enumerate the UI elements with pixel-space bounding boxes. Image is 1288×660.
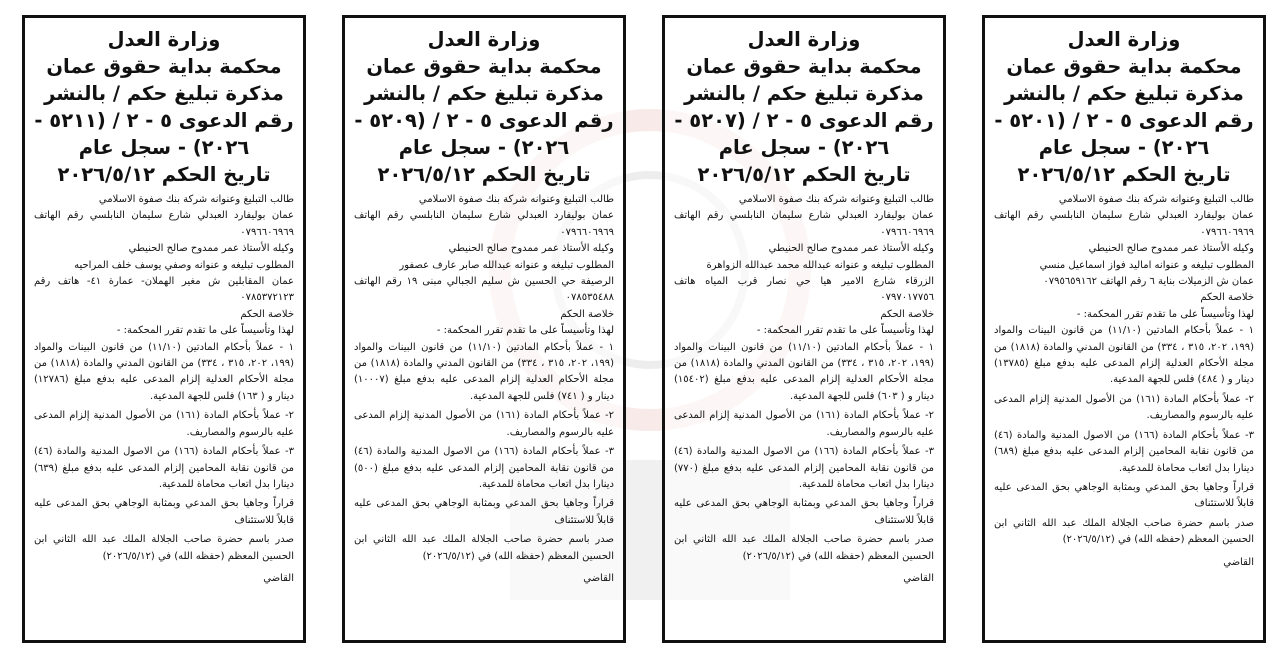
amount-1: (١٣٧٨٥)	[994, 358, 1029, 370]
ruling-intro: لهذا وتأسيساً على ما تقدم تقرر المحكمة: -	[116, 325, 294, 337]
verdict: قراراً وجاهيا بحق المدعي وبمثابة الوجاهي بحق المدعى عليه قابلاً للاستئناف	[354, 498, 614, 526]
attorney: وكيله الأستاذ عمر ممدوح صالح الحنيطي	[768, 243, 934, 255]
issued-statement: صدر باسم حضرة صاحب الجلالة الملك عبد الله الثاني ابن الحسين المعظم (حفظه الله) في (٢٠٢٦/٥/١٢)	[994, 517, 1254, 546]
item3-text: ٣- عملاً بأحكام المادة (١٦٦) من الاصول المدنية والمادة (٤٦) من قانون نقابة المحامين إلزام المدعى عليه بدفع مبلغ	[354, 446, 615, 474]
item1-text: ١ - عملاً بأحكام المادتين (١١/١٠) من قانون البينات والمواد (١٩٩، ٢٠٢، ٣١٥ ، ٣٣٤) من القانون المدني والمادة (١٨١٨) من مجلة الأحكام العدلية إلزام المدعى عليه بدفع مبلغ	[674, 341, 935, 386]
ruling-item-1	[354, 340, 614, 406]
notice-card	[22, 15, 306, 643]
requester: طالب التبليغ وعنوانه شركة بنك صفوة الاسلامي	[1058, 194, 1254, 205]
defendant-address: الرصيفة حي الحسين ش سليم الجبالي مبنى ١٩ رقم الهاتف ٠٧٨٥٣٥٤٨٨	[354, 276, 614, 304]
notice-card	[342, 15, 626, 643]
notice-body	[34, 192, 294, 587]
item1-end: فلس للجهة المدعية.	[149, 390, 235, 402]
requester: طالب التبليغ وعنوانه شركة بنك صفوة الاسلامي	[418, 194, 614, 205]
dinar-label: دينار و	[1227, 374, 1254, 386]
item1-text: ١ - عملاً بأحكام المادتين (١١/١٠) من قانون البينات والمواد (١٩٩، ٢٠٢، ٣١٥ ، ٣٣٤) من القانون المدني والمادة (١٨١٨) من مجلة الأحكام العدلية إلزام المدعى عليه بدفع مبلغ	[34, 341, 295, 386]
amount-1: (١٠٠٠٧)	[354, 374, 389, 386]
ruling-item-3	[994, 428, 1254, 477]
ministry-title: وزارة العدل	[1067, 28, 1181, 51]
judge-signature: القاضي	[263, 572, 294, 584]
judge-signature: القاضي	[903, 572, 934, 584]
requester-address: عمان بوليفارد العبدلي شارع سليمان النابلسي رقم الهاتف ٠٧٩٦٦٠٦٩٦٩	[34, 210, 294, 238]
defendant: المطلوب تبليغه و عنوانه وصفي يوسف خلف المراحيه	[74, 259, 294, 271]
ruling-intro: لهذا وتأسيساً على ما تقدم تقرر المحكمة: -	[436, 325, 614, 337]
summary-title: خلاصة الحكم	[880, 308, 934, 320]
ruling-item-2: ٢- عملاً بأحكام المادة (١٦١) من الأصول المدنية إلزام المدعى عليه بالرسوم والمصاريف.	[674, 410, 935, 438]
issued-statement: صدر باسم حضرة صاحب الجلالة الملك عبد الله الثاني ابن الحسين المعظم (حفظه الله) في (٢٠٢٦/٥/١٢)	[34, 534, 294, 562]
case-year: ٢٠٢٦) - سجل عام	[1038, 136, 1210, 159]
fils-amount: ( ٦٠٣)	[877, 390, 905, 402]
memo-type: مذكرة تبليغ حكم / بالنشر	[1004, 82, 1244, 105]
ruling-item-1	[674, 340, 934, 406]
amount-3: (٦٨٩)	[994, 446, 1018, 458]
item1-text: ١ - عملاً بأحكام المادتين (١١/١٠) من قانون البينات والمواد (١٩٩، ٢٠٢، ٣١٥ ، ٣٣٤) من القانون المدني والمادة (١٨١٨) من مجلة الأحكام العدلية إلزام المدعى عليه بدفع مبلغ	[354, 341, 615, 386]
dinar-label: دينار و	[267, 390, 294, 402]
summary-title: خلاصة الحكم	[1200, 292, 1254, 304]
defendant: المطلوب تبليغه و عنوانه عبدالله صابر عارف عصفور	[399, 259, 614, 271]
summary-title: خلاصة الحكم	[240, 308, 294, 320]
amount-1: (١٥٤٠٢)	[674, 374, 709, 386]
verdict: قراراً وجاهيا بحق المدعي وبمثابة الوجاهي بحق المدعى عليه قابلاً للاستئناف	[674, 498, 934, 526]
dinar-label: دينار و	[907, 390, 934, 402]
ministry-title: وزارة العدل	[427, 28, 541, 51]
requester-address: عمان بوليفارد العبدلي شارع سليمان النابلسي رقم الهاتف ٠٧٩٦٦٠٦٩٦٩	[674, 210, 934, 238]
court-title: محكمة بداية حقوق عمان	[686, 55, 922, 78]
memo-type: مذكرة تبليغ حكم / بالنشر	[44, 82, 284, 105]
notice-body	[354, 192, 614, 587]
amount-1: (١٢٧٨٦)	[34, 374, 69, 386]
attorney: وكيله الأستاذ عمر ممدوح صالح الحنيطي	[128, 243, 294, 255]
defendant-address: عمان المقابلين ش مغير الهملان- عمارة ٤١- هاتف رقم ٠٧٨٥٣٧٢١٢٣	[34, 276, 294, 304]
court-title: محكمة بداية حقوق عمان	[1006, 55, 1242, 78]
memo-type: مذكرة تبليغ حكم / بالنشر	[684, 82, 924, 105]
attorney: وكيله الأستاذ عمر ممدوح صالح الحنيطي	[448, 243, 614, 255]
amount-3: (٦٣٩)	[34, 462, 58, 474]
fils-amount: ( ٧٤١)	[557, 390, 585, 402]
judgment-date: تاريخ الحكم ٢٠٢٦/٥/١٢	[1017, 163, 1231, 186]
notice-body	[674, 192, 934, 587]
item3-end: دينارا بدل اتعاب محاماة للمدعية.	[1118, 462, 1254, 474]
item1-end: فلس للجهة المدعية.	[789, 390, 875, 402]
ruling-item-1	[994, 323, 1254, 389]
ruling-item-2: ٢- عملاً بأحكام المادة (١٦١) من الأصول المدنية إلزام المدعى عليه بالرسوم والمصاريف.	[34, 410, 295, 438]
amount-3: (٧٧٠)	[674, 462, 698, 474]
judgment-date: تاريخ الحكم ٢٠٢٦/٥/١٢	[57, 163, 271, 186]
case-number: رقم الدعوى ٥ - ٢ / (٥٢٠٧ -	[674, 109, 934, 132]
defendant: المطلوب تبليغه و عنوانه اماليد فواز اسماعيل منسي	[1039, 259, 1254, 271]
ruling-item-2: ٢- عملاً بأحكام المادة (١٦١) من الأصول المدنية إلزام المدعى عليه بالرسوم والمصاريف.	[994, 393, 1255, 422]
summary-title: خلاصة الحكم	[560, 308, 614, 320]
defendant-address: الزرقاء شارع الامير هيا حي نصار قرب المياه هاتف ٠٧٩٧٠١٧٧٥٦	[674, 276, 934, 304]
requester-address: عمان بوليفارد العبدلي شارع سليمان النابلسي رقم الهاتف ٠٧٩٦٦٠٦٩٦٩	[354, 210, 614, 238]
item3-end: دينارا بدل اتعاب محاماة للمدعية.	[798, 478, 934, 490]
item1-end: فلس للجهة المدعية.	[469, 390, 555, 402]
fils-amount: ( ١٦٣)	[237, 390, 265, 402]
defendant-address: عمان ش الزميلات بناية ٦ رقم الهاتف ٠٧٩٥٦٥٩١٦٢	[1043, 276, 1254, 288]
item3-text: ٣- عملاً بأحكام المادة (١٦٦) من الاصول المدنية والمادة (٤٦) من قانون نقابة المحامين إلزام المدعى عليه بدفع مبلغ	[34, 446, 295, 474]
requester-address: عمان بوليفارد العبدلي شارع سليمان النابلسي رقم الهاتف ٠٧٩٦٦٠٦٩٦٩	[994, 210, 1254, 238]
item3-text: ٣- عملاً بأحكام المادة (١٦٦) من الاصول المدنية والمادة (٤٦) من قانون نقابة المحامين إلزام المدعى عليه بدفع مبلغ	[674, 446, 935, 474]
verdict: قراراً وجاهيا بحق المدعي وبمثابة الوجاهي بحق المدعى عليه قابلاً للاستئناف	[994, 481, 1254, 510]
issued-statement: صدر باسم حضرة صاحب الجلالة الملك عبد الله الثاني ابن الحسين المعظم (حفظه الله) في (٢٠٢٦/٥/١٢)	[354, 534, 614, 562]
judge-signature: القاضي	[583, 572, 614, 584]
case-year: ٢٠٢٦) - سجل عام	[718, 136, 890, 159]
item1-end: فلس للجهة المدعية.	[1109, 374, 1195, 386]
dinar-label: دينار و	[587, 390, 614, 402]
ruling-item-3	[674, 444, 934, 493]
defendant: المطلوب تبليغه و عنوانه عبدالله محمد عبدالله الزواهرة	[706, 259, 934, 271]
ruling-item-1	[34, 340, 294, 406]
item3-end: دينارا بدل اتعاب محاماة للمدعية.	[158, 478, 294, 490]
notice-body	[994, 192, 1254, 571]
judgment-date: تاريخ الحكم ٢٠٢٦/٥/١٢	[377, 163, 591, 186]
court-title: محكمة بداية حقوق عمان	[366, 55, 602, 78]
judge-signature: القاضي	[1223, 556, 1254, 568]
fils-amount: ( ٤٨٤)	[1197, 374, 1225, 386]
judgment-date: تاريخ الحكم ٢٠٢٦/٥/١٢	[697, 163, 911, 186]
ministry-title: وزارة العدل	[107, 28, 221, 51]
requester: طالب التبليغ وعنوانه شركة بنك صفوة الاسلامي	[98, 194, 294, 205]
item3-text: ٣- عملاً بأحكام المادة (١٦٦) من الاصول المدنية والمادة (٤٦) من قانون نقابة المحامين إلزام المدعى عليه بدفع مبلغ	[994, 429, 1255, 458]
ruling-item-3	[354, 444, 614, 493]
item3-end: دينارا بدل اتعاب محاماة للمدعية.	[478, 478, 614, 490]
memo-type: مذكرة تبليغ حكم / بالنشر	[364, 82, 604, 105]
court-title: محكمة بداية حقوق عمان	[46, 55, 282, 78]
case-year: ٢٠٢٦) - سجل عام	[78, 136, 250, 159]
case-number: رقم الدعوى ٥ - ٢ / (٥٢٠١ -	[994, 109, 1254, 132]
ruling-item-3	[34, 444, 294, 493]
requester: طالب التبليغ وعنوانه شركة بنك صفوة الاسلامي	[738, 194, 934, 205]
case-year: ٢٠٢٦) - سجل عام	[398, 136, 570, 159]
issued-statement: صدر باسم حضرة صاحب الجلالة الملك عبد الله الثاني ابن الحسين المعظم (حفظه الله) في (٢٠٢٦/٥/١٢)	[674, 534, 934, 562]
case-number: رقم الدعوى ٥ - ٢ / (٥٢٠٩ -	[354, 109, 614, 132]
notice-card	[662, 15, 946, 643]
case-number: رقم الدعوى ٥ - ٢ / (٥٢١١ -	[34, 109, 294, 132]
ministry-title: وزارة العدل	[747, 28, 861, 51]
ruling-item-2: ٢- عملاً بأحكام المادة (١٦١) من الأصول المدنية إلزام المدعى عليه بالرسوم والمصاريف.	[354, 410, 615, 438]
verdict: قراراً وجاهيا بحق المدعي وبمثابة الوجاهي بحق المدعى عليه قابلاً للاستئناف	[34, 498, 294, 526]
attorney: وكيله الأستاذ عمر ممدوح صالح الحنيطي	[1088, 243, 1254, 255]
amount-3: (٥٠٠)	[354, 462, 378, 474]
notice-card	[982, 15, 1266, 643]
ruling-intro: لهذا وتأسيساً على ما تقدم تقرر المحكمة: -	[756, 325, 934, 337]
ruling-intro: لهذا وتأسيساً على ما تقدم تقرر المحكمة: -	[1076, 308, 1254, 320]
item1-text: ١ - عملاً بأحكام المادتين (١١/١٠) من قانون البينات والمواد (١٩٩، ٢٠٢، ٣١٥ ، ٣٣٤) من القانون المدني والمادة (١٨١٨) من مجلة الأحكام العدلية إلزام المدعى عليه بدفع مبلغ	[994, 325, 1255, 370]
